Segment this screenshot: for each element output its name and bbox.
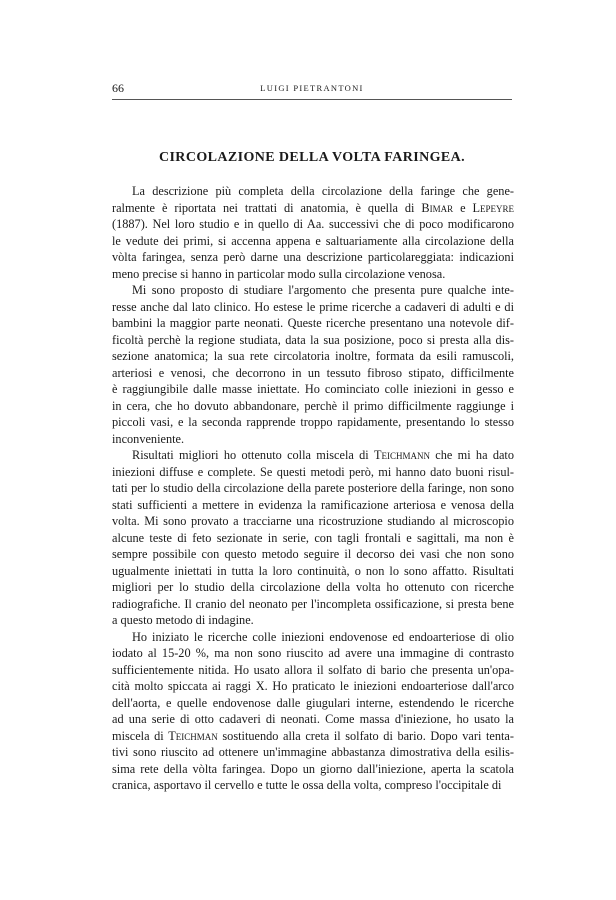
text-line: ralmente è riportata nei trattati di anatomia, è quella di Bimar e Lepeyre bbox=[112, 200, 514, 215]
text-line: le vedute dei primi, si accenna appena e saltuariamente alla circolazione della bbox=[112, 233, 514, 248]
text-line: iniezioni diffuse e complete. Se questi metodi però, mi hanno dato buoni risul- bbox=[112, 464, 514, 479]
header-rule bbox=[112, 99, 512, 100]
text-line: vòlta faringea, senza però darne una descrizione particolareggiata: indicazioni bbox=[112, 250, 514, 264]
text-line: sempre possibile con questo metodo seguire il decorso dei vasi che non sono bbox=[112, 547, 514, 561]
text-line: tati per lo studio della circolazione della parete posteriore della faringe, non sono bbox=[112, 481, 514, 495]
text-line: ficoltà perchè la regione studiata, data la sua posizione, poco si presta alla dis- bbox=[112, 332, 514, 347]
author-name: Lepeyre bbox=[472, 200, 514, 215]
text-line: sima rete della vòlta faringea. Dopo un giorno dall'iniezione, aperta la scatola bbox=[112, 761, 514, 776]
text-line: arteriosi e venosi, che decorrono in un tessuto fibroso stipato, difficilmente bbox=[112, 365, 514, 380]
text-line: Ho iniziato le ricerche colle iniezioni endovenose ed endoarteriose di olio bbox=[132, 629, 514, 644]
text-line: a questo metodo di indagine. bbox=[112, 613, 254, 627]
text-line: ad una serie di otto cadaveri di neonati. Come massa d'iniezione, ho usato la bbox=[112, 712, 514, 726]
text-line: cità molto spiccata ai raggi X. Ho praticato le iniezioni endoarteriose dall'arco bbox=[112, 679, 514, 693]
text-line: piccoli vasi, e la seconda rapprende troppo rapidamente, presentando lo stesso bbox=[112, 415, 514, 429]
running-head bbox=[112, 81, 512, 97]
text-line: inconveniente. bbox=[112, 431, 185, 446]
paragraph bbox=[112, 629, 514, 794]
text-line: resse anche dal lato clinico. Ho estese le prime ricerche a cadaveri di adulti e di bbox=[112, 299, 514, 314]
text-line: ugualmente iniettati in tutta la loro continuità, o non lo sono affatto. Risultati bbox=[112, 563, 514, 578]
text-line: Risultati migliori ho ottenuto colla miscela di Teichmann che mi ha dato bbox=[132, 448, 515, 462]
text-line: La descrizione più completa della circolazione della faringe che gene- bbox=[132, 184, 514, 198]
paragraph bbox=[112, 183, 514, 282]
text-line: è raggiungibile dalle masse iniettate. Ho cominciato colle iniezioni in gesso e bbox=[112, 382, 514, 396]
author-name: Bimar bbox=[421, 200, 454, 215]
text-line: sufficientemente nitida. Ho usato allora il solfato di bario che presenta un'opa- bbox=[112, 662, 514, 677]
text-line: iodato al 15-20 %, ma non sono riuscito ad avere una immagine di contrasto bbox=[112, 646, 514, 660]
author-name: Teichman bbox=[168, 728, 218, 743]
section-title: CIRCOLAZIONE DELLA VOLTA FARINGEA. bbox=[158, 150, 466, 165]
text-line: in cera, che ho dovuto abbandonare, perchè il primo difficilmente raggiunge i bbox=[112, 398, 514, 413]
text-line: sezione anatomica; la sua rete circolatoria inoltre, formata da esili ramuscoli, bbox=[112, 349, 514, 363]
text-line: miscela di Teichman sostituendo alla creta il solfato di bario. Dopo vari tenta- bbox=[112, 728, 514, 743]
text-line: bambini la maggior parte neonati. Queste ricerche presentano una notevole dif- bbox=[112, 316, 514, 330]
text-line: migliori per lo studio della circolazione della volta ho ottenuto con ricerche bbox=[112, 580, 514, 594]
paragraph bbox=[112, 447, 514, 629]
text-line: tivi sono riuscito ad ottenere un'immagine abbastanza dimostrativa della esilis- bbox=[112, 745, 514, 759]
text-line: (1887). Nel loro studio e in quello di Aa. successivi che di poco modificarono bbox=[112, 217, 514, 231]
text-line: volta. Mi sono provato a tracciarne una ricostruzione studiando al microscopio bbox=[112, 514, 514, 528]
text-line: alcune teste di feto sezionate in serie, con tagli frontali e sagittali, ma non è bbox=[112, 530, 514, 545]
body-text bbox=[112, 183, 514, 794]
text-line: cranica, asportavo il cervello e tutte le ossa della volta, compreso l'occipitale di bbox=[112, 778, 502, 792]
running-head-author: LUIGI PIETRANTONI bbox=[260, 83, 364, 93]
text-line: stati sufficienti a mettere in evidenza la ramificazione arteriosa e venosa della bbox=[112, 497, 514, 512]
text-line: meno precise si hanno in particolar modo sulla circolazione venosa. bbox=[112, 266, 446, 281]
text-line: radiografiche. Il cranio del neonato per l'incompleta ossificazione, si presta bene bbox=[112, 596, 514, 611]
text-line: dell'aorta, e quelle endovenose dalle giugulari interne, estendendo le ricerche bbox=[112, 695, 514, 710]
author-name: Teichmann bbox=[373, 448, 430, 462]
page-number: 66 bbox=[112, 81, 124, 95]
text-line: Mi sono proposto di studiare l'argomento che presenta pure qualche inte- bbox=[132, 283, 514, 297]
paragraph bbox=[112, 282, 514, 447]
